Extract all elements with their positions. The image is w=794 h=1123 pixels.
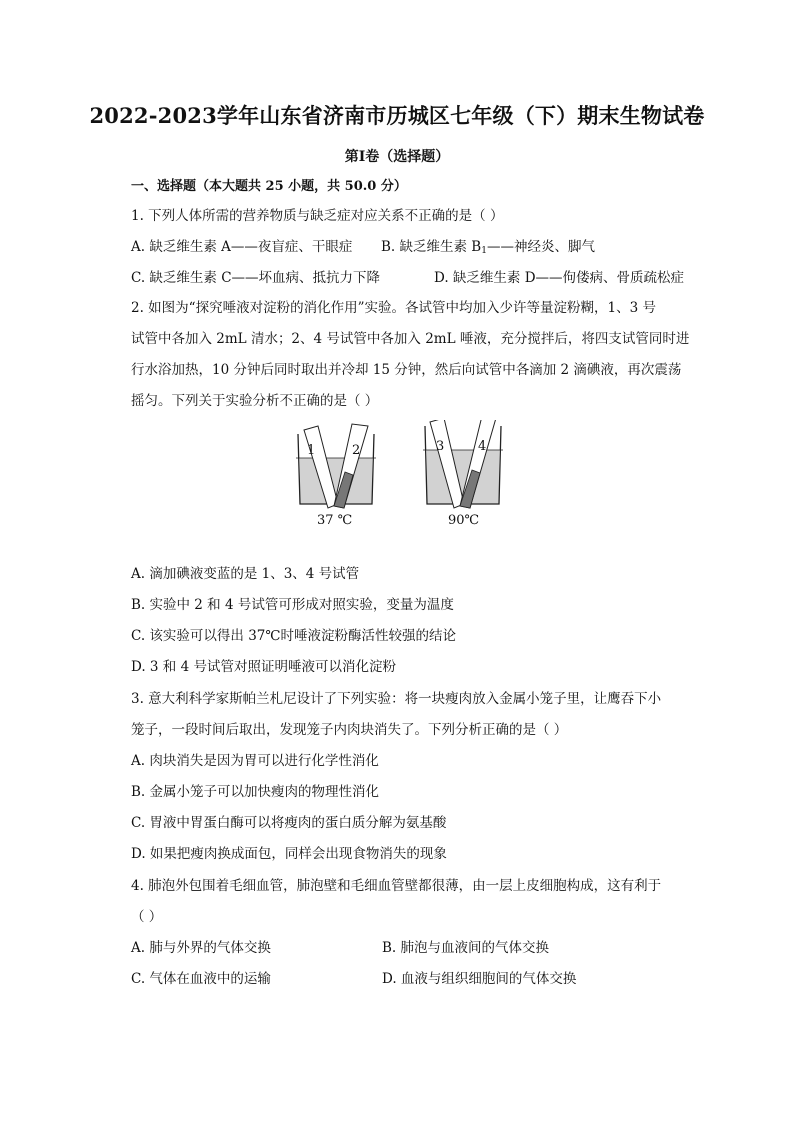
question-1-options-row-1	[131, 237, 711, 257]
tube-label-2: 2	[352, 443, 361, 458]
option-b[interactable]: B. 肺泡与血液间的气体交换	[382, 940, 550, 956]
question-3-stem-line-2: 笼子，一段时间后取出，发现笼子内肉块消失了。下列分析正确的是（ ）	[131, 722, 568, 738]
question-1-options-row-2	[131, 268, 711, 288]
question-3-stem-line-1: 3. 意大利科学家斯帕兰札尼设计了下列实验：将一块瘦肉放入金属小笼子里，让鹰吞下小	[131, 691, 662, 707]
part-title: 第I卷（选择题）	[344, 149, 450, 165]
option-d[interactable]: D. 缺乏维生素 D——佝偻病、骨质疏松症	[434, 270, 685, 286]
option-c[interactable]: C. 缺乏维生素 C——坏血病、抵抗力下降	[131, 270, 381, 286]
temp-label-90: 90℃	[448, 513, 480, 528]
tube-label-1: 1	[307, 443, 316, 458]
question-3-option-d[interactable]: D. 如果把瘦肉换成面包，同样会出现食物消失的现象	[131, 846, 447, 862]
option-b[interactable]: B. 缺乏维生素 $B_1——$神经炎、脚气	[381, 239, 595, 256]
question-1-stem: 1. 下列人体所需的营养物质与缺乏症对应关系不正确的是（ ）	[131, 208, 504, 224]
exam-title: 2022-2023学年山东省济南市历城区七年级（下）期末生物试卷	[89, 103, 705, 128]
tube-label-4: 4	[478, 439, 487, 454]
question-2-option-c[interactable]: C. 该实验可以得出 37℃时唾液淀粉酶活性较强的结论	[131, 628, 457, 644]
question-2-stem-line-2: 试管中各加入 2mL 清水；2、4 号试管中各加入 2mL 唾液，充分搅拌后，将四支试管同时进	[131, 331, 690, 347]
question-3-option-a[interactable]: A. 肉块消失是因为胃可以进行化学性消化	[131, 753, 379, 769]
section-heading: 一、选择题（本大题共 25 小题，共 50.0 分）	[131, 179, 407, 194]
option-d[interactable]: D. 血液与组织细胞间的气体交换	[382, 971, 577, 987]
option-a[interactable]: A. 缺乏维生素 A——夜盲症、干眼症	[131, 239, 353, 255]
question-4-stem-line-2: （ ）	[131, 909, 163, 925]
tube-label-3: 3	[436, 439, 445, 454]
question-4-options-row-2	[131, 969, 711, 989]
question-2-stem-line-3: 行水浴加热，10 分钟后同时取出并冷却 15 分钟，然后向试管中各滴加 2 滴碘液，再次震荡	[131, 362, 682, 378]
question-2-stem-line-4: 摇匀。下列关于实验分析不正确的是（ ）	[131, 393, 379, 409]
question-4-options-row-1	[131, 938, 711, 958]
temp-label-37: 37 ℃	[317, 513, 353, 528]
question-3-option-b[interactable]: B. 金属小笼子可以加快瘦肉的物理性消化	[131, 784, 380, 800]
option-c[interactable]: C. 气体在血液中的运输	[131, 971, 271, 987]
question-2-option-a[interactable]: A. 滴加碘液变蓝的是 1、3、4 号试管	[131, 566, 360, 582]
question-2-stem-line-1: 2. 如图为“探究唾液对淀粉的消化作用”实验。各试管中均加入少许等量淀粉糊，1、3 号	[131, 300, 656, 316]
beaker-90	[423, 420, 503, 528]
beaker-37	[296, 424, 376, 528]
question-2-option-b[interactable]: B. 实验中 2 和 4 号试管可形成对照实验，变量为温度	[131, 597, 454, 613]
question-3-option-c[interactable]: C. 胃液中胃蛋白酶可以将瘦肉的蛋白质分解为氨基酸	[131, 815, 447, 831]
test-tube-figure	[290, 420, 520, 535]
question-4-stem-line-1: 4. 肺泡外包围着毛细血管，肺泡壁和毛细血管壁都很薄，由一层上皮细胞构成，这有利于	[131, 878, 662, 894]
question-2-option-d[interactable]: D. 3 和 4 号试管对照证明唾液可以消化淀粉	[131, 659, 396, 675]
option-a[interactable]: A. 肺与外界的气体交换	[131, 940, 271, 956]
